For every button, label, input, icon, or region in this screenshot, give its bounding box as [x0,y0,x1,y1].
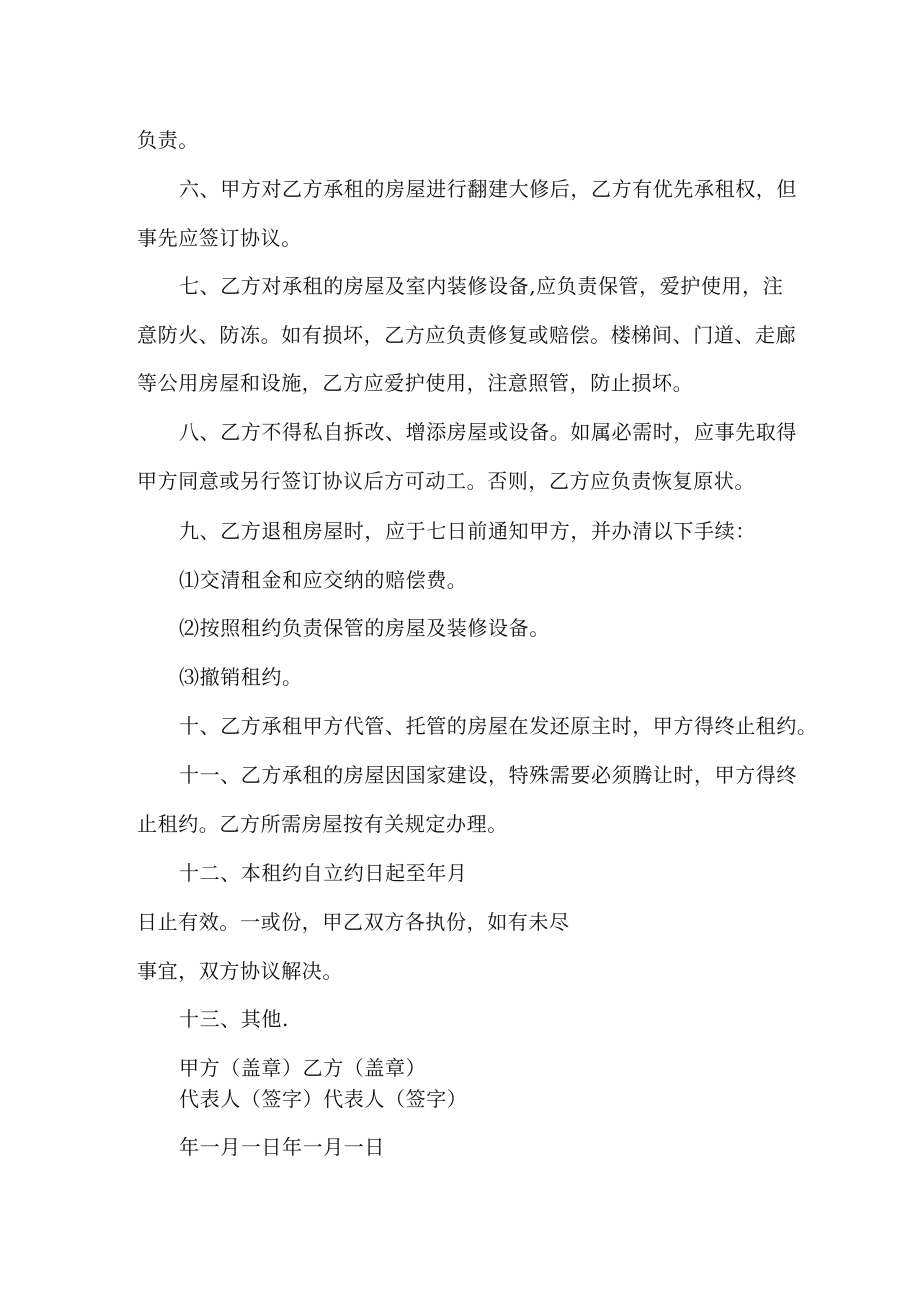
clause-11-line-2: 止租约。乙方所需房屋按有关规定办理。 [137,812,508,836]
clause-8-line-2: 甲方同意或另行签订协议后方可动工。否则，乙方应负责恢复原状。 [137,469,755,493]
clause-7-line-2: 意防火、防冻。如有损坏，乙方应负责修复或赔偿。楼梯间、门道、走廊 [137,323,797,347]
clause-7-line-3: 等公用房屋和设施，乙方应爱护使用，注意照管，防止损坏。 [137,371,694,395]
signature-representative-line: 代表人（签字）代表人（签字） [179,1087,468,1111]
signature-stamp-line: 甲方（盖章）乙方（盖章） [179,1056,427,1080]
clause-9-line-1: 九、乙方退租房屋时，应于七日前通知甲方，并办清以下手续： [179,519,756,543]
clause-6-line-1: 六、甲方对乙方承租的房屋进行翻建大修后，乙方有优先承租权，但 [179,177,797,201]
clause-9-item-2: ⑵按照租约负责保管的房屋及装修设备。 [179,616,550,640]
clause-12-line-1: 十二、本租约自立约日起至年月 [179,861,468,885]
clause-11-line-1: 十一、乙方承租的房屋因国家建设，特殊需要必须腾让时，甲方得终 [179,763,797,787]
clause-7-line-1: 七、乙方对承租的房屋及室内装修设备,应负责保管，爱护使用，注 [179,274,784,298]
clause-12-line-3: 事宜，双方协议解决。 [137,959,343,983]
clause-9-item-3: ⑶撤销租约。 [179,665,303,689]
clause-8-line-1: 八、乙方不得私自拆改、增添房屋或设备。如属必需时，应事先取得 [179,420,797,444]
signature-date-line: 年一月一日年一月一日 [179,1135,385,1159]
clause-6-line-2: 事先应签订协议。 [137,226,302,250]
clause-12-line-2: 日止有效。一或份，甲乙双方各执份，如有未尽 [137,910,570,934]
clause-9-item-1: ⑴交清租金和应交纳的赔偿费。 [179,568,468,592]
text-line-1: 负责。 [137,128,199,152]
clause-10-line-1: 十、乙方承租甲方代管、托管的房屋在发还原主时，甲方得终止租约。 [179,714,818,738]
clause-13-line-1: 十三、其他. [179,1007,289,1031]
